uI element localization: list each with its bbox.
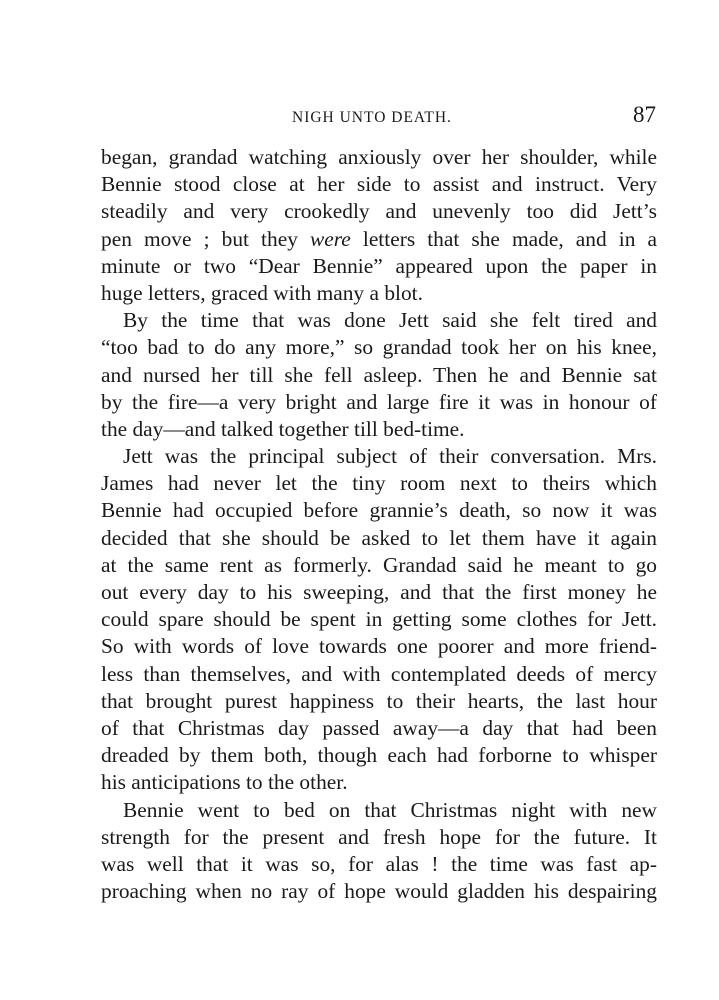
text-line: decided that she should be asked to let them have it again	[101, 525, 657, 550]
text-line: proaching when no ray of hope would gladden his despairing	[101, 879, 657, 904]
text-line: James had never let the tiny room next to theirs which	[101, 471, 657, 496]
text-line: of that Christmas day passed away—a day that had been	[101, 715, 657, 740]
text-line: could spare should be spent in getting some clothes for Jett.	[101, 607, 657, 632]
text-line: at the same rent as formerly. Grandad said he meant to go	[101, 552, 657, 577]
text-line: “too bad to do any more,” so grandad took her on his knee,	[101, 335, 657, 360]
text-line: less than themselves, and with contemplated deeds of mercy	[101, 661, 657, 686]
text-line: Jett was the principal subject of their conversation. Mrs.	[123, 444, 657, 469]
text-line: that brought purest happiness to their hearts, the last hour	[101, 688, 657, 713]
body-text	[101, 144, 657, 905]
text-line: steadily and very crookedly and unevenly too did Jett’s	[101, 199, 657, 224]
text-line: Bennie stood close at her side to assist and instruct. Very	[101, 172, 657, 197]
text-line: dreaded by them both, though each had forborne to whisper	[101, 743, 657, 768]
page-number: 87	[633, 102, 656, 127]
text-line: the day—and talked together till bed-time.	[101, 416, 465, 441]
text-line: began, grandad watching anxiously over her shoulder, while	[101, 145, 657, 169]
text-line: Bennie had occupied before grannie’s death, so now it was	[101, 498, 657, 523]
text-line: huge letters, graced with many a blot.	[101, 280, 423, 305]
text-line: minute or two “Dear Bennie” appeared upon the paper in	[101, 253, 657, 278]
text-line	[101, 226, 657, 253]
text-line: out every day to his sweeping, and that the first money he	[101, 580, 657, 604]
text-line: was well that it was so, for alas ! the time was fast ap-	[101, 851, 657, 876]
text-line: his anticipations to the other.	[101, 770, 348, 795]
running-head	[100, 102, 656, 132]
text-line: By the time that was done Jett said she felt tired and	[123, 308, 657, 333]
italic-word: were	[309, 226, 351, 251]
text-line: strength for the present and fresh hope for the future. It	[101, 824, 657, 849]
text-span: letters that she made, and in a	[350, 226, 657, 251]
text-line: and nursed her till she fell asleep. Then he and Bennie sat	[101, 362, 657, 387]
text-line: by the fire—a very bright and large fire it was in honour of	[101, 389, 657, 414]
text-line: Bennie went to bed on that Christmas night with new	[123, 797, 657, 822]
text-span: pen move ; but they	[101, 226, 310, 251]
running-title: NIGH UNTO DEATH.	[292, 109, 452, 126]
text-line: So with words of love towards one poorer and more friend-	[101, 634, 657, 659]
